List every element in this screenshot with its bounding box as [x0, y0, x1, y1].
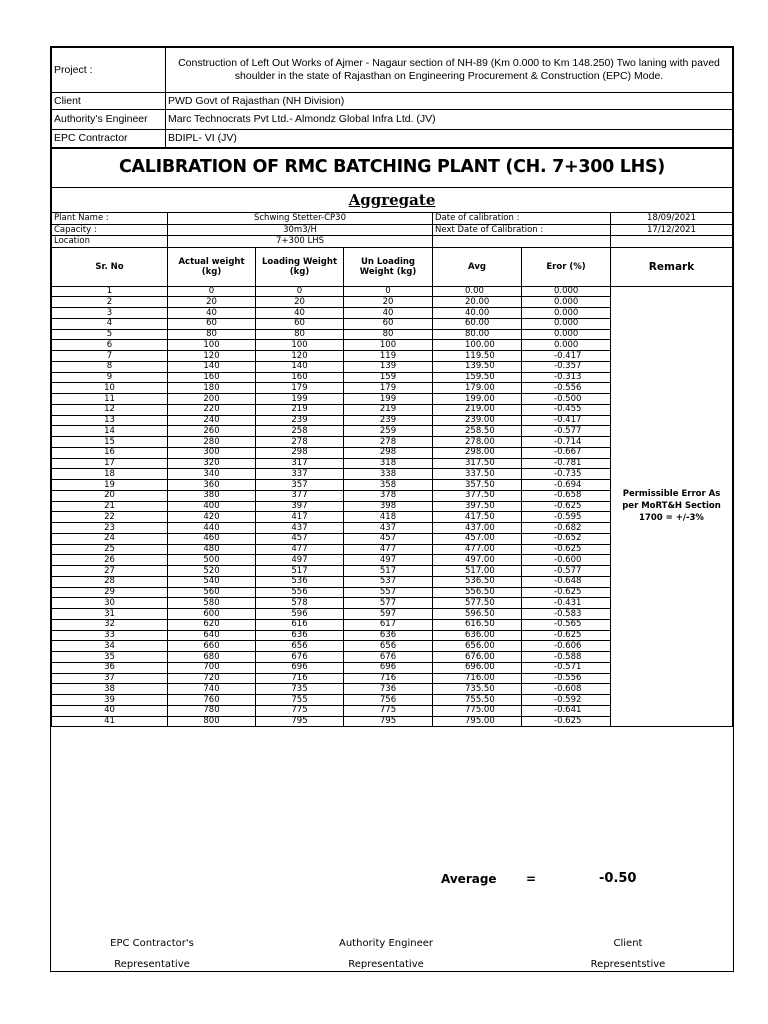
- sheet-title: CALIBRATION OF RMC BATCHING PLANT (CH. 7+300 LHS): [52, 149, 733, 188]
- epc-value: BDIPL- VI (JV): [166, 130, 733, 148]
- cell-loading: 676: [256, 652, 344, 663]
- cell-avg: 517.00: [433, 566, 522, 577]
- cell-avg: 119.50: [433, 351, 522, 362]
- plant-name-label: Plant Name :: [52, 213, 168, 225]
- cell-unloading: 139: [344, 361, 433, 372]
- data-rows: [52, 286, 733, 727]
- location-label: Location: [52, 236, 168, 248]
- cell-error: -0.595: [522, 512, 611, 523]
- calibration-date-label: Date of calibration :: [433, 213, 611, 225]
- cell-loading: 755: [256, 695, 344, 706]
- cell-avg: 139.50: [433, 361, 522, 372]
- project-value: Construction of Left Out Works of Ajmer - Nagaur section of NH-89 (Km 0.000 to Km 148.250) Two laning with paved shoulder in the state of Rajasthan on Engineering Procurement & Construction (EPC) Mode.: [166, 48, 733, 93]
- cell-unloading: 477: [344, 544, 433, 555]
- col-header-error: Eror (%): [522, 247, 611, 286]
- cell-error: -0.500: [522, 394, 611, 405]
- cell-loading: 377: [256, 490, 344, 501]
- cell-actual: 260: [168, 426, 256, 437]
- cell-error: -0.714: [522, 437, 611, 448]
- cell-actual: 320: [168, 458, 256, 469]
- cell-error: -0.625: [522, 544, 611, 555]
- capacity-value: 30m3/H: [168, 224, 433, 236]
- cell-actual: 600: [168, 609, 256, 620]
- cell-loading: 179: [256, 383, 344, 394]
- cell-error: -0.577: [522, 566, 611, 577]
- epc-signature-line1: EPC Contractor's: [110, 938, 194, 949]
- cell-srno: 16: [52, 447, 168, 458]
- cell-unloading: 795: [344, 716, 433, 727]
- cell-actual: 420: [168, 512, 256, 523]
- client-signature-line1: Client: [613, 938, 643, 949]
- cell-error: 0.000: [522, 340, 611, 351]
- cell-actual: 700: [168, 662, 256, 673]
- authority-signature-line1: Authority Engineer: [339, 938, 433, 949]
- cell-unloading: 159: [344, 372, 433, 383]
- cell-error: -0.556: [522, 383, 611, 394]
- cell-srno: 29: [52, 587, 168, 598]
- cell-error: -0.417: [522, 415, 611, 426]
- cell-loading: 239: [256, 415, 344, 426]
- sheet-subtitle: Aggregate: [52, 188, 733, 213]
- cell-error: -0.455: [522, 404, 611, 415]
- cell-actual: 540: [168, 576, 256, 587]
- cell-error: -0.641: [522, 705, 611, 716]
- authority-label: Authority's Engineer: [52, 110, 166, 130]
- cell-loading: 636: [256, 630, 344, 641]
- location-value: 7+300 LHS: [168, 236, 433, 248]
- cell-avg: 0.00: [433, 286, 522, 297]
- cell-error: -0.556: [522, 673, 611, 684]
- project-label: Project :: [52, 48, 166, 93]
- average-label: Average: [441, 872, 497, 886]
- cell-loading: 696: [256, 662, 344, 673]
- cell-actual: 340: [168, 469, 256, 480]
- cell-srno: 15: [52, 437, 168, 448]
- cell-error: -0.781: [522, 458, 611, 469]
- cell-unloading: 199: [344, 394, 433, 405]
- cell-loading: 140: [256, 361, 344, 372]
- cell-error: -0.565: [522, 619, 611, 630]
- cell-actual: 680: [168, 652, 256, 663]
- cell-unloading: 179: [344, 383, 433, 394]
- cell-srno: 5: [52, 329, 168, 340]
- cell-unloading: 537: [344, 576, 433, 587]
- cell-actual: 200: [168, 394, 256, 405]
- cell-actual: 380: [168, 490, 256, 501]
- cell-loading: 477: [256, 544, 344, 555]
- cell-srno: 14: [52, 426, 168, 437]
- calibration-sheet: [50, 46, 734, 972]
- cell-loading: 40: [256, 308, 344, 319]
- cell-error: -0.625: [522, 716, 611, 727]
- cell-unloading: 497: [344, 555, 433, 566]
- cell-srno: 18: [52, 469, 168, 480]
- cell-error: -0.625: [522, 587, 611, 598]
- cell-avg: 377.50: [433, 490, 522, 501]
- col-header-remark: Remark: [611, 247, 733, 286]
- cell-unloading: 378: [344, 490, 433, 501]
- cell-avg: 536.50: [433, 576, 522, 587]
- cell-unloading: 636: [344, 630, 433, 641]
- epc-signature-line2: Representative: [114, 959, 190, 970]
- next-calibration-label: Next Date of Calibration :: [433, 224, 611, 236]
- col-header-loading: Loading Weight (kg): [256, 247, 344, 286]
- cell-unloading: 617: [344, 619, 433, 630]
- cell-avg: 716.00: [433, 673, 522, 684]
- cell-actual: 520: [168, 566, 256, 577]
- cell-loading: 656: [256, 641, 344, 652]
- cell-srno: 17: [52, 458, 168, 469]
- cell-error: -0.592: [522, 695, 611, 706]
- cell-loading: 616: [256, 619, 344, 630]
- cell-srno: 8: [52, 361, 168, 372]
- cell-srno: 27: [52, 566, 168, 577]
- cell-unloading: 338: [344, 469, 433, 480]
- cell-srno: 11: [52, 394, 168, 405]
- cell-avg: 397.50: [433, 501, 522, 512]
- cell-loading: 337: [256, 469, 344, 480]
- cell-loading: 20: [256, 297, 344, 308]
- cell-actual: 360: [168, 480, 256, 491]
- cell-actual: 740: [168, 684, 256, 695]
- cell-actual: 20: [168, 297, 256, 308]
- cell-srno: 40: [52, 705, 168, 716]
- cell-avg: 556.50: [433, 587, 522, 598]
- cell-actual: 760: [168, 695, 256, 706]
- cell-actual: 120: [168, 351, 256, 362]
- authority-signature-line2: Representative: [348, 959, 424, 970]
- cell-actual: 240: [168, 415, 256, 426]
- client-signature-line2: Representstive: [590, 959, 666, 970]
- cell-loading: 317: [256, 458, 344, 469]
- cell-avg: 417.50: [433, 512, 522, 523]
- cell-srno: 36: [52, 662, 168, 673]
- cell-loading: 100: [256, 340, 344, 351]
- cell-loading: 457: [256, 533, 344, 544]
- cell-avg: 656.00: [433, 641, 522, 652]
- cell-avg: 755.50: [433, 695, 522, 706]
- cell-avg: 199.00: [433, 394, 522, 405]
- cell-srno: 34: [52, 641, 168, 652]
- cell-loading: 258: [256, 426, 344, 437]
- cell-avg: 80.00: [433, 329, 522, 340]
- cell-loading: 160: [256, 372, 344, 383]
- cell-unloading: 60: [344, 318, 433, 329]
- cell-loading: 199: [256, 394, 344, 405]
- cell-avg: 219.00: [433, 404, 522, 415]
- cell-unloading: 577: [344, 598, 433, 609]
- cell-unloading: 219: [344, 404, 433, 415]
- cell-avg: 596.50: [433, 609, 522, 620]
- cell-actual: 580: [168, 598, 256, 609]
- cell-avg: 20.00: [433, 297, 522, 308]
- cell-loading: 397: [256, 501, 344, 512]
- cell-loading: 497: [256, 555, 344, 566]
- cell-loading: 536: [256, 576, 344, 587]
- cell-avg: 317.50: [433, 458, 522, 469]
- cell-srno: 19: [52, 480, 168, 491]
- cell-actual: 0: [168, 286, 256, 297]
- cell-avg: 159.50: [433, 372, 522, 383]
- cell-srno: 26: [52, 555, 168, 566]
- cell-unloading: 656: [344, 641, 433, 652]
- cell-avg: 258.50: [433, 426, 522, 437]
- project-header-table: [51, 47, 733, 148]
- cell-srno: 30: [52, 598, 168, 609]
- cell-loading: 556: [256, 587, 344, 598]
- cell-error: -0.431: [522, 598, 611, 609]
- col-header-actual: Actual weight (kg): [168, 247, 256, 286]
- cell-avg: 696.00: [433, 662, 522, 673]
- cell-actual: 220: [168, 404, 256, 415]
- cell-error: -0.658: [522, 490, 611, 501]
- cell-avg: 337.50: [433, 469, 522, 480]
- cell-error: -0.625: [522, 501, 611, 512]
- cell-srno: 33: [52, 630, 168, 641]
- cell-srno: 10: [52, 383, 168, 394]
- cell-unloading: 676: [344, 652, 433, 663]
- next-calibration-value: 17/12/2021: [611, 224, 733, 236]
- remark-cell: Permissible Error As per MoRT&H Section 1700 = +/-3%: [611, 286, 733, 727]
- cell-error: -0.694: [522, 480, 611, 491]
- cell-error: -0.608: [522, 684, 611, 695]
- cell-actual: 100: [168, 340, 256, 351]
- cell-srno: 38: [52, 684, 168, 695]
- cell-srno: 21: [52, 501, 168, 512]
- capacity-label: Capacity :: [52, 224, 168, 236]
- cell-error: -0.648: [522, 576, 611, 587]
- average-equals: =: [526, 872, 537, 886]
- cell-unloading: 278: [344, 437, 433, 448]
- cell-unloading: 298: [344, 447, 433, 458]
- cell-loading: 775: [256, 705, 344, 716]
- plant-name-value: Schwing Stetter-CP30: [168, 213, 433, 225]
- cell-loading: 517: [256, 566, 344, 577]
- cell-actual: 460: [168, 533, 256, 544]
- cell-error: -0.735: [522, 469, 611, 480]
- cell-unloading: 696: [344, 662, 433, 673]
- cell-actual: 500: [168, 555, 256, 566]
- cell-actual: 180: [168, 383, 256, 394]
- cell-loading: 219: [256, 404, 344, 415]
- cell-srno: 35: [52, 652, 168, 663]
- cell-avg: 577.50: [433, 598, 522, 609]
- cell-srno: 28: [52, 576, 168, 587]
- cell-srno: 12: [52, 404, 168, 415]
- cell-actual: 80: [168, 329, 256, 340]
- cell-avg: 636.00: [433, 630, 522, 641]
- cell-error: -0.606: [522, 641, 611, 652]
- cell-actual: 480: [168, 544, 256, 555]
- cell-error: -0.313: [522, 372, 611, 383]
- cell-unloading: 239: [344, 415, 433, 426]
- cell-loading: 437: [256, 523, 344, 534]
- calibration-date-value: 18/09/2021: [611, 213, 733, 225]
- cell-avg: 357.50: [433, 480, 522, 491]
- cell-srno: 31: [52, 609, 168, 620]
- cell-srno: 7: [52, 351, 168, 362]
- cell-unloading: 20: [344, 297, 433, 308]
- cell-loading: 735: [256, 684, 344, 695]
- table-row: [52, 286, 733, 297]
- cell-avg: 775.00: [433, 705, 522, 716]
- cell-srno: 20: [52, 490, 168, 501]
- cell-error: -0.577: [522, 426, 611, 437]
- cell-srno: 41: [52, 716, 168, 727]
- cell-loading: 120: [256, 351, 344, 362]
- cell-srno: 6: [52, 340, 168, 351]
- cell-error: -0.357: [522, 361, 611, 372]
- cell-srno: 2: [52, 297, 168, 308]
- cell-actual: 160: [168, 372, 256, 383]
- cell-unloading: 736: [344, 684, 433, 695]
- col-header-srno: Sr. No: [52, 247, 168, 286]
- cell-loading: 716: [256, 673, 344, 684]
- cell-avg: 795.00: [433, 716, 522, 727]
- cell-srno: 32: [52, 619, 168, 630]
- cell-error: -0.583: [522, 609, 611, 620]
- cell-unloading: 100: [344, 340, 433, 351]
- cell-srno: 9: [52, 372, 168, 383]
- cell-avg: 616.50: [433, 619, 522, 630]
- cell-unloading: 418: [344, 512, 433, 523]
- cell-unloading: 557: [344, 587, 433, 598]
- cell-srno: 23: [52, 523, 168, 534]
- cell-unloading: 259: [344, 426, 433, 437]
- cell-unloading: 358: [344, 480, 433, 491]
- cell-avg: 457.00: [433, 533, 522, 544]
- cell-avg: 239.00: [433, 415, 522, 426]
- cell-unloading: 0: [344, 286, 433, 297]
- cell-srno: 4: [52, 318, 168, 329]
- cell-error: 0.000: [522, 329, 611, 340]
- cell-error: 0.000: [522, 318, 611, 329]
- cell-avg: 437.00: [433, 523, 522, 534]
- cell-loading: 795: [256, 716, 344, 727]
- cell-srno: 24: [52, 533, 168, 544]
- cell-unloading: 775: [344, 705, 433, 716]
- cell-error: -0.625: [522, 630, 611, 641]
- cell-avg: 60.00: [433, 318, 522, 329]
- cell-unloading: 756: [344, 695, 433, 706]
- cell-avg: 278.00: [433, 437, 522, 448]
- cell-loading: 298: [256, 447, 344, 458]
- cell-error: -0.571: [522, 662, 611, 673]
- cell-error: 0.000: [522, 308, 611, 319]
- cell-actual: 300: [168, 447, 256, 458]
- client-value: PWD Govt of Rajasthan (NH Division): [166, 93, 733, 110]
- cell-actual: 280: [168, 437, 256, 448]
- cell-avg: 40.00: [433, 308, 522, 319]
- cell-error: -0.652: [522, 533, 611, 544]
- cell-error: 0.000: [522, 297, 611, 308]
- cell-error: -0.417: [522, 351, 611, 362]
- cell-loading: 417: [256, 512, 344, 523]
- cell-unloading: 40: [344, 308, 433, 319]
- cell-loading: 596: [256, 609, 344, 620]
- cell-srno: 3: [52, 308, 168, 319]
- cell-actual: 780: [168, 705, 256, 716]
- cell-srno: 22: [52, 512, 168, 523]
- cell-actual: 440: [168, 523, 256, 534]
- client-label: Client: [52, 93, 166, 110]
- cell-srno: 1: [52, 286, 168, 297]
- cell-actual: 640: [168, 630, 256, 641]
- cell-loading: 60: [256, 318, 344, 329]
- cell-actual: 800: [168, 716, 256, 727]
- average-value: -0.50: [599, 871, 637, 886]
- cell-loading: 0: [256, 286, 344, 297]
- cell-avg: 735.50: [433, 684, 522, 695]
- cell-error: -0.600: [522, 555, 611, 566]
- col-header-avg: Avg: [433, 247, 522, 286]
- cell-unloading: 398: [344, 501, 433, 512]
- info-blank-2: [611, 236, 733, 248]
- cell-actual: 720: [168, 673, 256, 684]
- cell-avg: 477.00: [433, 544, 522, 555]
- cell-actual: 400: [168, 501, 256, 512]
- cell-unloading: 437: [344, 523, 433, 534]
- cell-avg: 100.00: [433, 340, 522, 351]
- cell-unloading: 457: [344, 533, 433, 544]
- cell-srno: 13: [52, 415, 168, 426]
- cell-actual: 60: [168, 318, 256, 329]
- cell-error: -0.667: [522, 447, 611, 458]
- cell-actual: 140: [168, 361, 256, 372]
- cell-error: 0.000: [522, 286, 611, 297]
- cell-srno: 37: [52, 673, 168, 684]
- cell-srno: 25: [52, 544, 168, 555]
- cell-actual: 40: [168, 308, 256, 319]
- cell-avg: 676.00: [433, 652, 522, 663]
- cell-actual: 660: [168, 641, 256, 652]
- cell-loading: 578: [256, 598, 344, 609]
- cell-error: -0.682: [522, 523, 611, 534]
- cell-unloading: 517: [344, 566, 433, 577]
- cell-loading: 357: [256, 480, 344, 491]
- cell-avg: 179.00: [433, 383, 522, 394]
- cell-unloading: 119: [344, 351, 433, 362]
- cell-error: -0.588: [522, 652, 611, 663]
- cell-avg: 298.00: [433, 447, 522, 458]
- cell-loading: 278: [256, 437, 344, 448]
- cell-avg: 497.00: [433, 555, 522, 566]
- col-header-unloading: Un Loading Weight (kg): [344, 247, 433, 286]
- cell-srno: 39: [52, 695, 168, 706]
- cell-actual: 620: [168, 619, 256, 630]
- cell-unloading: 597: [344, 609, 433, 620]
- info-blank: [433, 236, 611, 248]
- epc-label: EPC Contractor: [52, 130, 166, 148]
- cell-unloading: 80: [344, 329, 433, 340]
- cell-unloading: 318: [344, 458, 433, 469]
- main-table: [51, 148, 733, 727]
- cell-loading: 80: [256, 329, 344, 340]
- cell-unloading: 716: [344, 673, 433, 684]
- cell-actual: 560: [168, 587, 256, 598]
- authority-value: Marc Technocrats Pvt Ltd.- Almondz Global Infra Ltd. (JV): [166, 110, 733, 130]
